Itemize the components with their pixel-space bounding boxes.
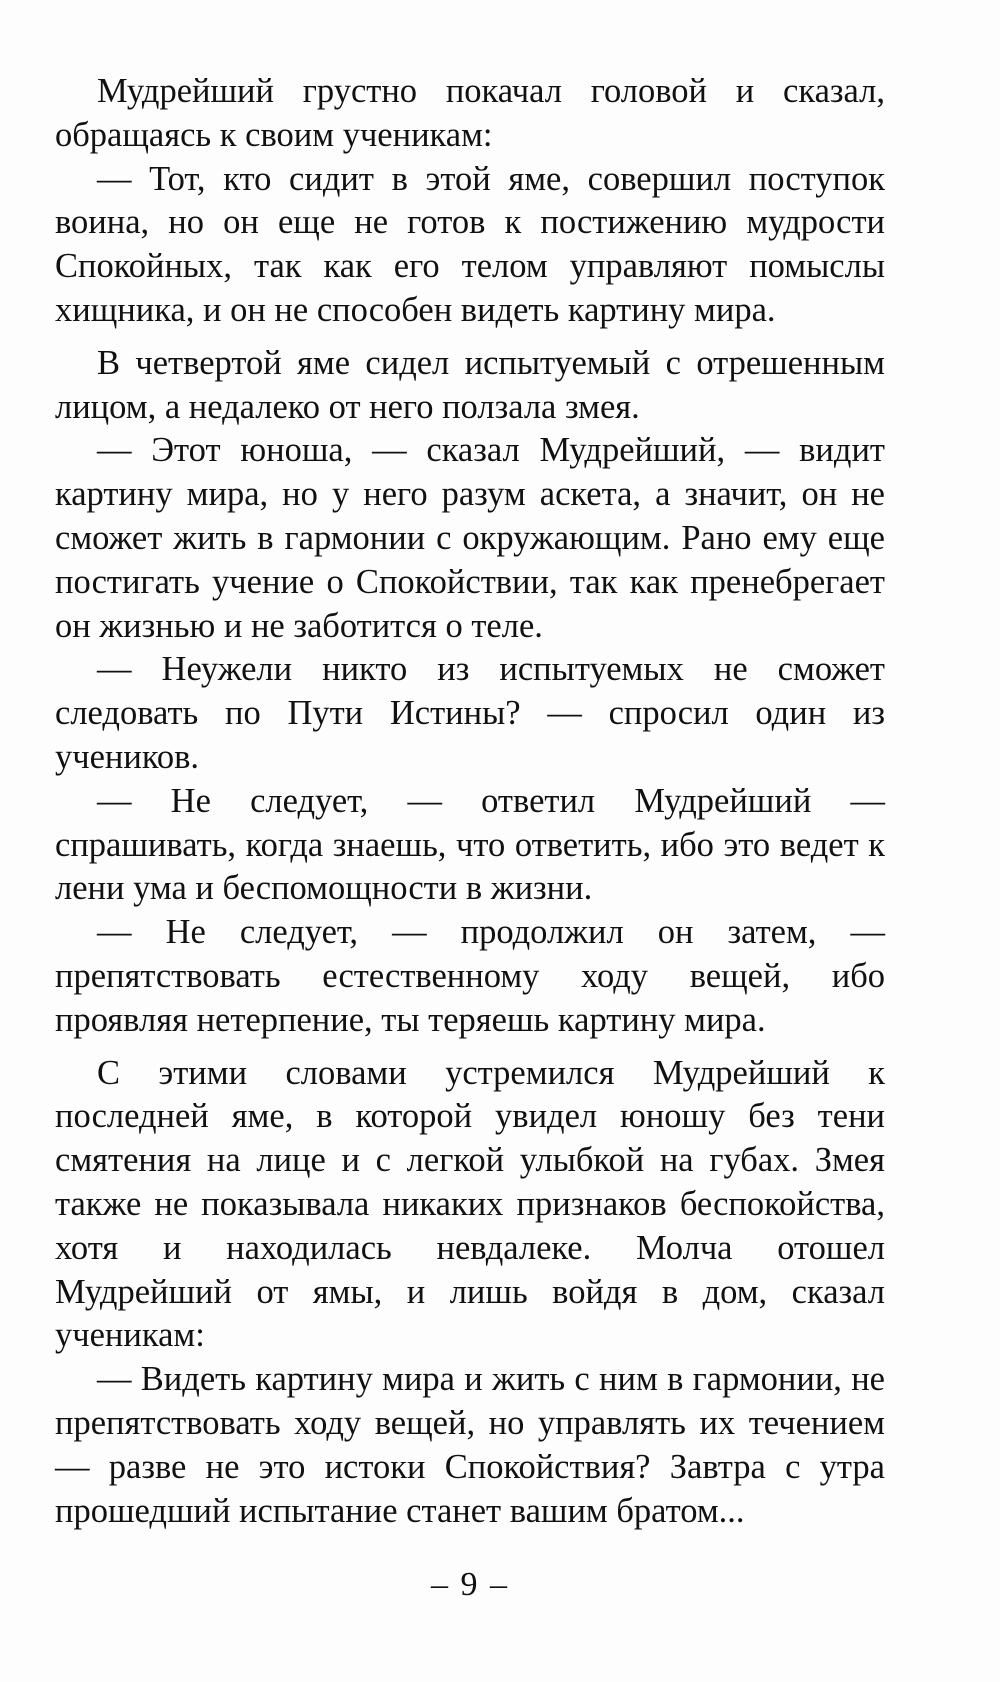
- page-number: – 9 –: [431, 1566, 509, 1603]
- paragraph: — Этот юноша, — сказал Мудрейший, — видит картину мира, но у него разум аскета, а значит, он не сможет жить в гармонии с окружающим. Рано ему еще постигать учение о Спокойствии, так как пренебрегает он жизнью и не заботится о теле.: [55, 431, 885, 645]
- paragraph: — Не следует, — ответил Мудрейший — спрашивать, когда знаешь, что ответить, ибо это ведет к лени ума и беспомощности в жизни.: [55, 781, 885, 908]
- paragraph: Мудрейший грустно покачал головой и сказал, обращаясь к своим ученикам:: [55, 72, 885, 154]
- paragraph: — Видеть картину мира и жить с ним в гармонии, не препятствовать ходу вещей, но управлять их течением — разве не это истоки Спокойствия? Завтра с утра прошедший испытание станет вашим братом...: [55, 1360, 885, 1530]
- page-body-text: [55, 70, 885, 1533]
- paragraph: — Тот, кто сидит в этой яме, совершил поступок воина, но он еще не готов к постижению мудрости Спокойных, так как его телом управляют помыслы хищника, и он не способен видеть картину мира.: [55, 159, 885, 329]
- paragraph: С этими словами устремился Мудрейший к последней яме, в которой увидел юношу без тени смятения на лице и с легкой улыбкой на губах. Змея также не показывала никаких признаков беспокойства, хотя и находилась невдалеке. Молча отошел Мудрейший от ямы, и лишь войдя в дом, сказал ученикам:: [55, 1053, 885, 1355]
- paragraph: — Не следует, — продолжил он затем, — препятствовать естественному ходу вещей, ибо проявляя нетерпение, ты теряешь картину мира.: [55, 913, 885, 1039]
- paragraph: В четвертой яме сидел испытуемый с отрешенным лицом, а недалеко от него ползала змея.: [55, 343, 885, 426]
- paragraph: — Неужели никто из испытуемых не сможет следовать по Пути Истины? — спросил один из учеников.: [55, 650, 885, 776]
